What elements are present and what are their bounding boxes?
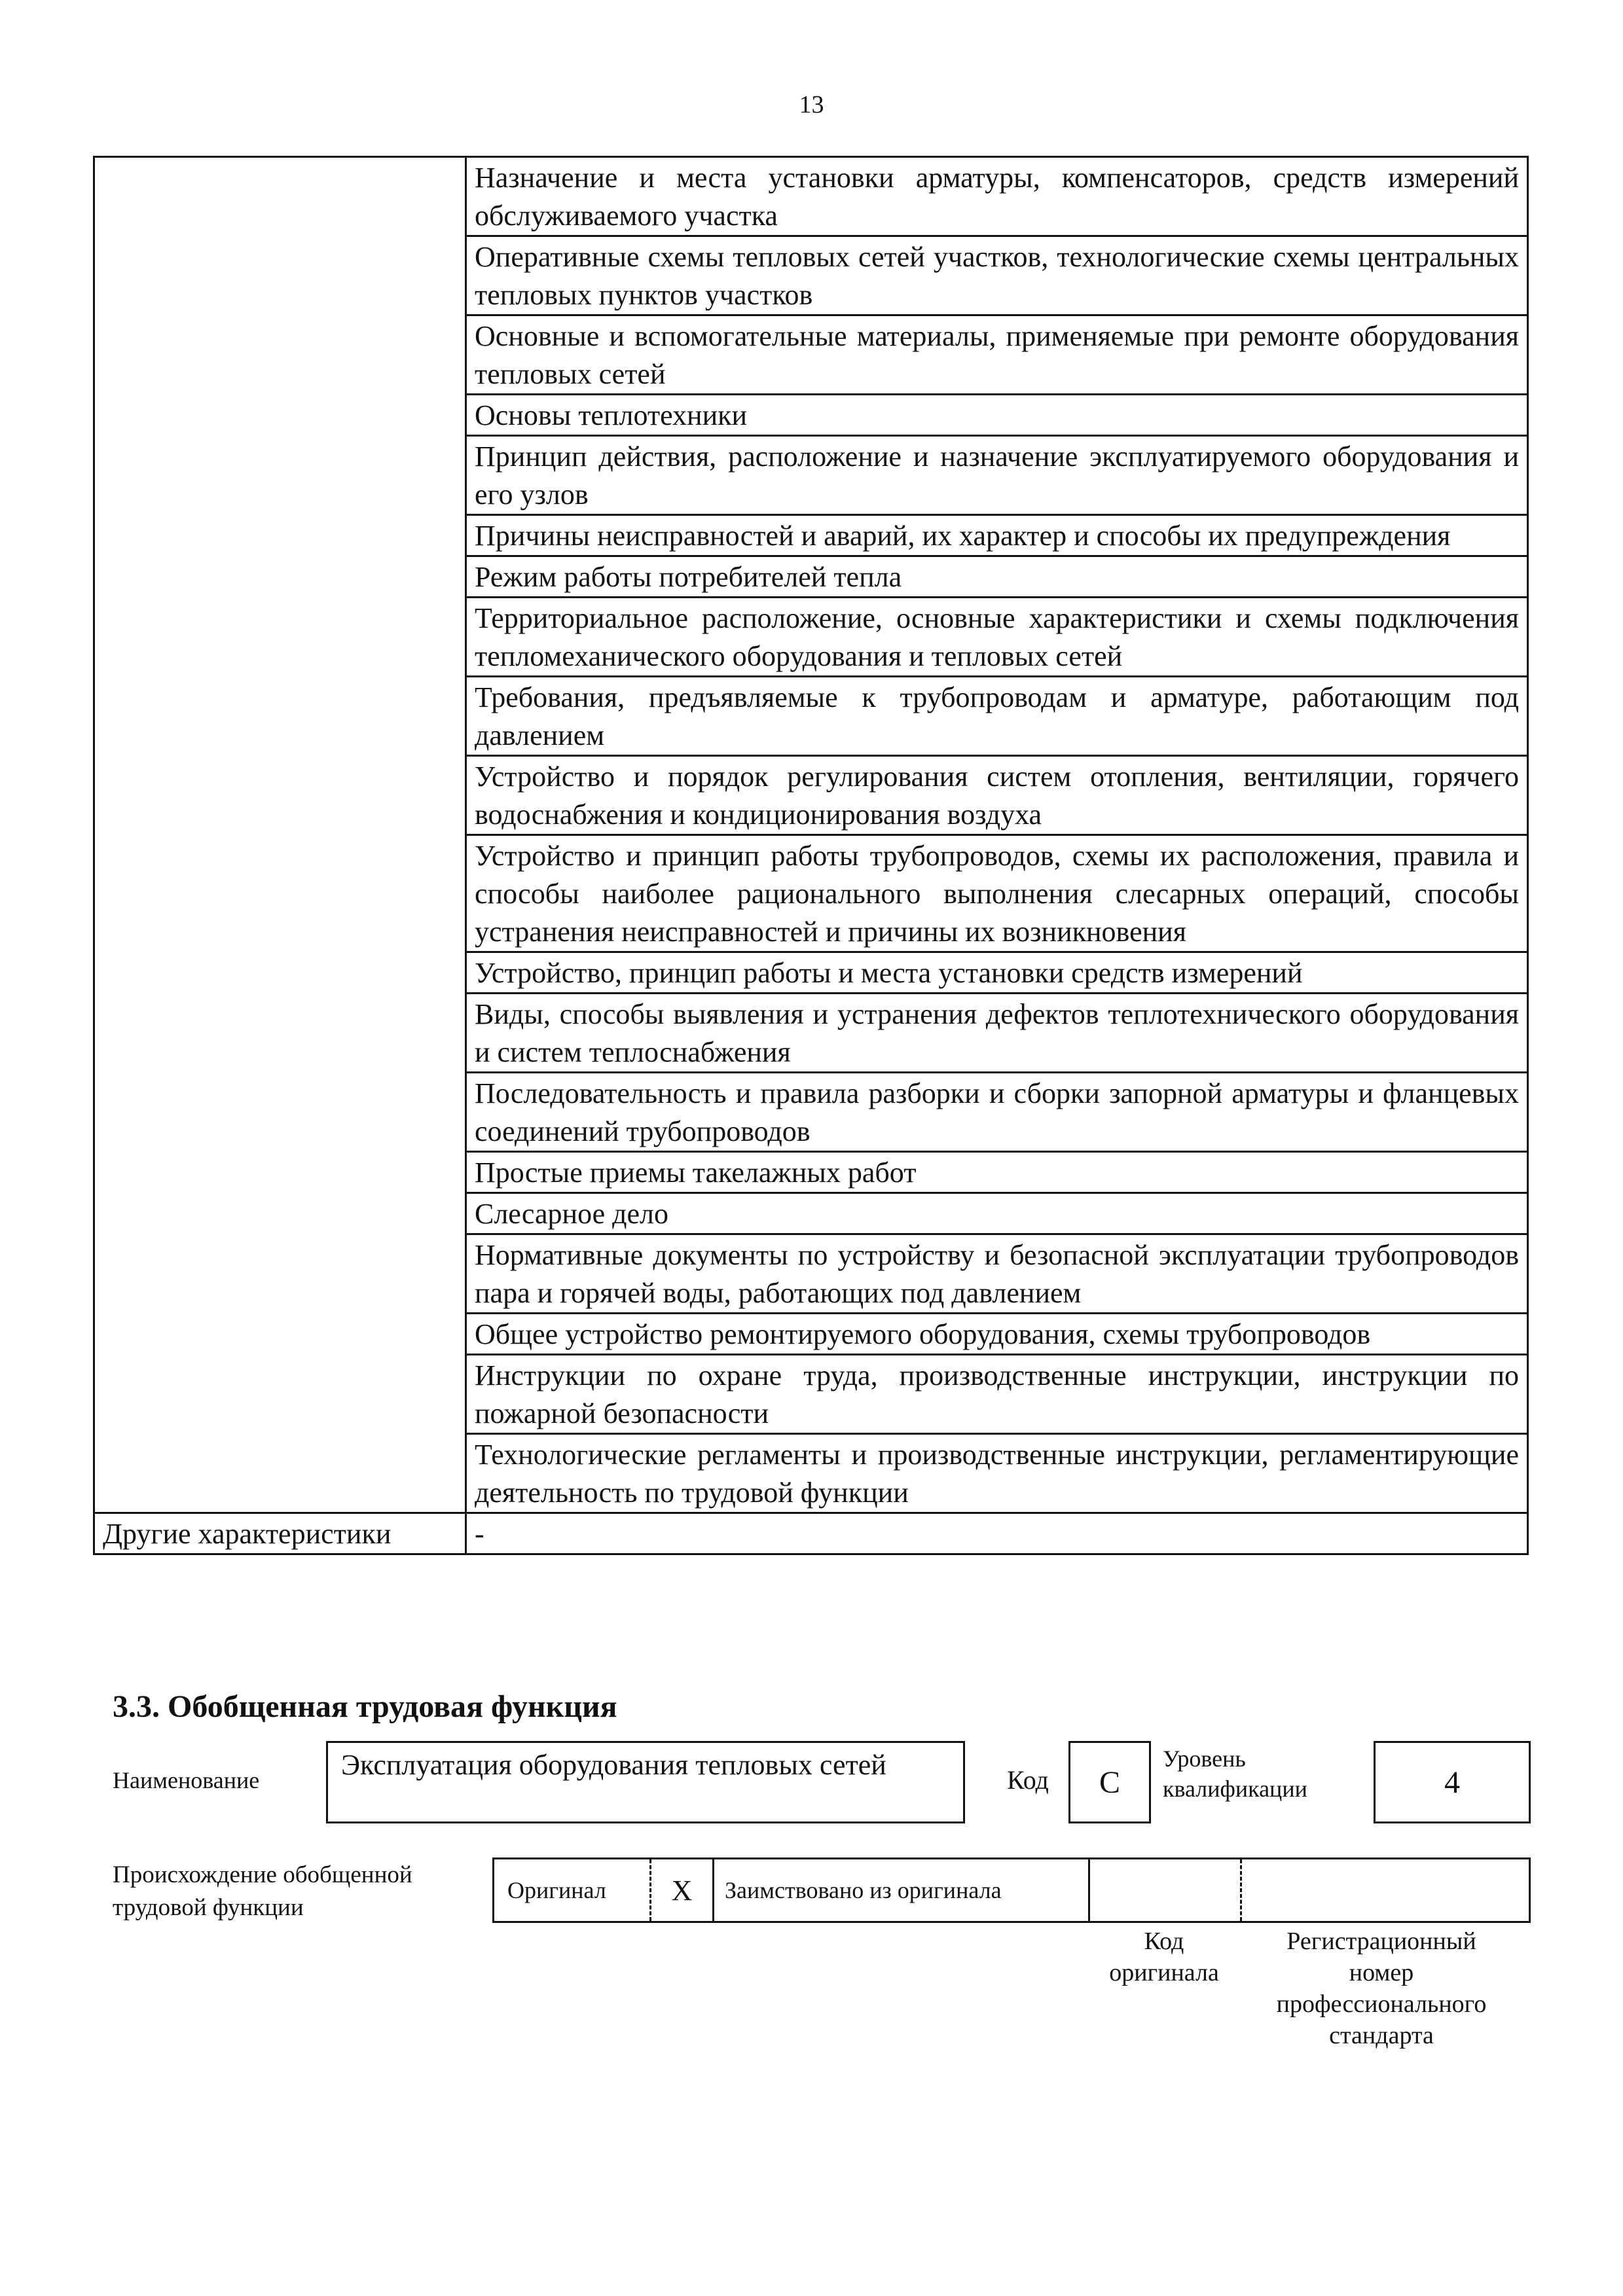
borrowed-label-text: Заимствовано из оригинала (725, 1877, 1002, 1903)
knowledge-row (94, 157, 1528, 236)
origin-label: Происхождение обобщенной трудовой функции (113, 1861, 412, 1921)
name-label: Наименование (113, 1767, 260, 1793)
knowledge-item: Виды, способы выявления и устранения дефектов теплотехнического оборудования и систем теплоснабжения (466, 994, 1528, 1073)
knowledge-item: Нормативные документы по устройству и безопасной эксплуатации трубопроводов пара и горячей воды, работающих под давлением (466, 1234, 1528, 1314)
knowledge-item: Устройство и порядок регулирования систем отопления, вентиляции, горячего водоснабжения и кондиционирования воздуха (466, 756, 1528, 835)
reg-number-caption: Регистрационный номер профессионального стандарта (1276, 1928, 1487, 2049)
knowledge-item: Оперативные схемы тепловых сетей участков, технологические схемы центральных тепловых пунктов участков (466, 236, 1528, 315)
code-original-cell (1090, 1859, 1242, 1921)
other-characteristics-row (94, 1513, 1528, 1554)
knowledge-item: Общее устройство ремонтируемого оборудования, схемы трубопроводов (466, 1314, 1528, 1355)
knowledge-table-body (94, 157, 1528, 1554)
function-name-box (326, 1741, 965, 1823)
other-characteristics-value: - (466, 1513, 1528, 1554)
knowledge-item: Устройство и принцип работы трубопроводов, схемы их расположения, правила и способы наиболее рационального выполнения слесарных операций, способы устранения неисправностей и причины их возникновения (466, 835, 1528, 952)
knowledge-item: Требования, предъявляемые к трубопроводам и арматуре, работающим под давлением (466, 677, 1528, 756)
knowledge-label-cell (94, 157, 466, 1513)
code-label: Код (1007, 1765, 1049, 1795)
page-number: 13 (799, 91, 824, 118)
knowledge-item: Устройство, принцип работы и места установки средств измерений (466, 952, 1528, 994)
original-mark-cell (651, 1859, 714, 1921)
borrowed-label (714, 1859, 1090, 1921)
original-mark: X (671, 1874, 693, 1907)
knowledge-item: Причины неисправностей и аварий, их характер и способы их предупреждения (466, 515, 1528, 556)
knowledge-item: Назначение и места установки арматуры, компенсаторов, средств измерений обслуживаемого участка (466, 157, 1528, 236)
level-box (1374, 1741, 1531, 1823)
knowledge-item: Слесарное дело (466, 1193, 1528, 1234)
knowledge-item: Последовательность и правила разборки и сборки запорной арматуры и фланцевых соединений трубопроводов (466, 1073, 1528, 1152)
code-original-caption: Код оригинала (1109, 1928, 1219, 1986)
code-box (1068, 1741, 1151, 1823)
knowledge-item: Территориальное расположение, основные характеристики и схемы подключения тепломеханического оборудования и тепловых сетей (466, 598, 1528, 677)
knowledge-item: Основы теплотехники (466, 395, 1528, 436)
knowledge-item: Основные и вспомогательные материалы, применяемые при ремонте оборудования тепловых сетей (466, 315, 1528, 395)
knowledge-item: Режим работы потребителей тепла (466, 556, 1528, 598)
original-label-text: Оригинал (507, 1877, 606, 1903)
section-title: 3.3. Обобщенная трудовая функция (113, 1689, 617, 1724)
origin-row (492, 1857, 1531, 1923)
level-value: 4 (1444, 1765, 1460, 1800)
knowledge-item: Технологические регламенты и производственные инструкции, регламентирующие деятельность по трудовой функции (466, 1434, 1528, 1513)
function-name-value: Эксплуатация оборудования тепловых сетей (341, 1749, 886, 1781)
knowledge-item: Инструкции по охране труда, производственные инструкции, инструкции по пожарной безопасности (466, 1355, 1528, 1434)
knowledge-table (93, 156, 1529, 1555)
other-characteristics-label: Другие характеристики (94, 1513, 466, 1554)
code-value: C (1099, 1765, 1120, 1800)
knowledge-item: Принцип действия, расположение и назначение эксплуатируемого оборудования и его узлов (466, 436, 1528, 515)
reg-number-cell (1242, 1859, 1529, 1921)
original-label (494, 1859, 651, 1921)
knowledge-item: Простые приемы такелажных работ (466, 1152, 1528, 1193)
level-label: Уровень квалификации (1163, 1746, 1307, 1802)
